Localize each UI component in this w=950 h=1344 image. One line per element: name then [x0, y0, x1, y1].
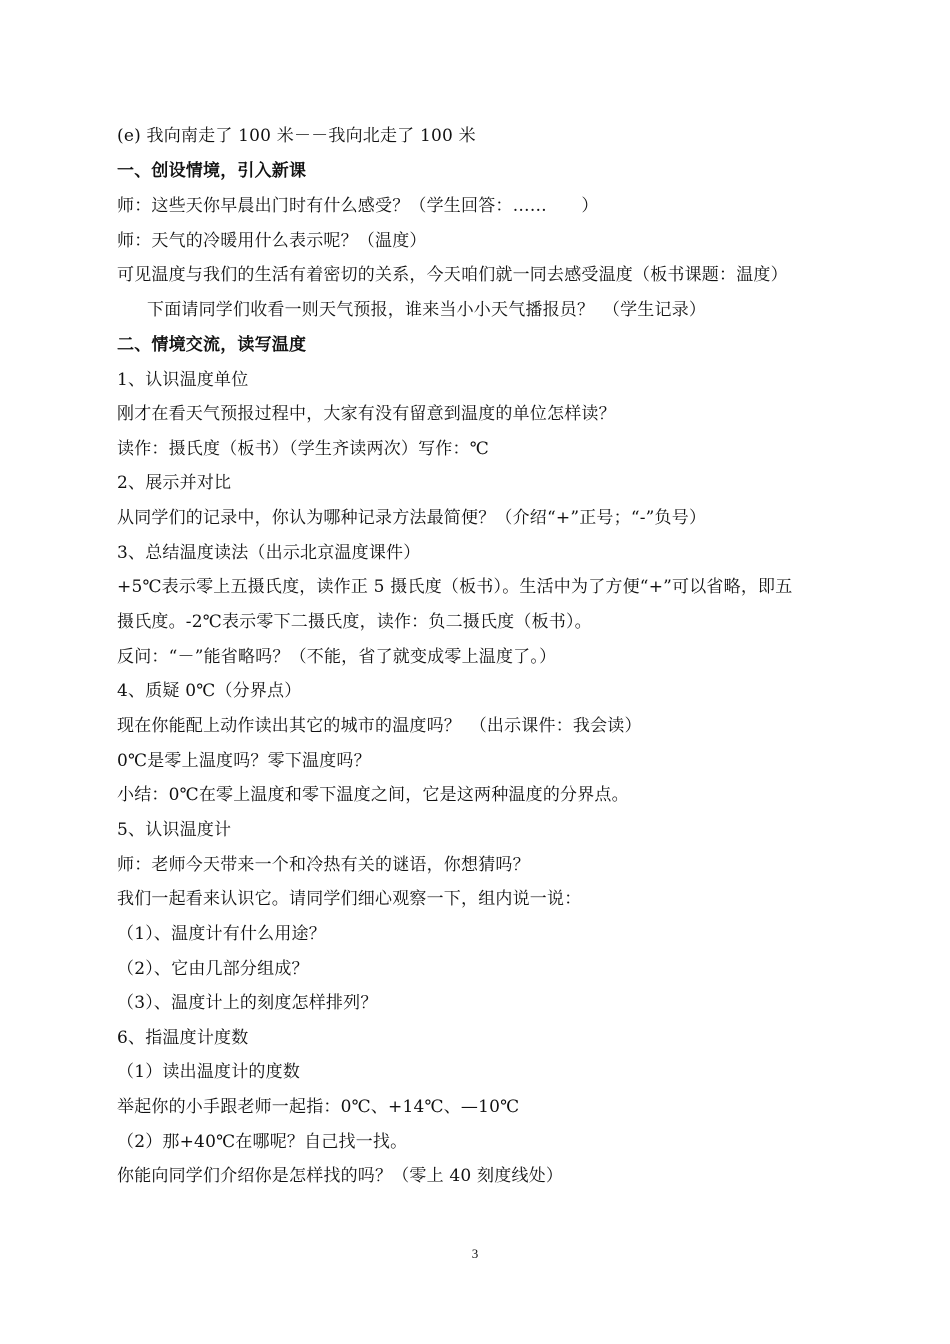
text-line: (e) 我向南走了 100 米－－我向北走了 100 米	[117, 126, 476, 146]
text-line: 6、指温度计度数	[117, 1028, 249, 1048]
text-line: 从同学们的记录中，你认为哪种记录方法最简便？（介绍“+”正号；“-”负号）	[117, 508, 707, 528]
text-line: 读作：摄氏度（板书）（学生齐读两次）写作：℃	[117, 439, 489, 459]
text-line: 我们一起看来认识它。请同学们细心观察一下，组内说一说：	[117, 889, 582, 909]
text-line: 下面请同学们收看一则天气预报，谁来当小小天气播报员？ （学生记录）	[147, 300, 707, 320]
text-line: 3、总结温度读法（出示北京温度课件）	[117, 543, 421, 563]
text-line: 摄氏度。-2℃表示零下二摄氏度，读作：负二摄氏度（板书）。	[117, 612, 592, 632]
text-line: 0℃是零上温度吗？零下温度吗？	[117, 751, 371, 771]
text-line: 你能向同学们介绍你是怎样找的吗？（零上 40 刻度线处）	[117, 1166, 564, 1186]
section-heading: 二、情境交流，读写温度	[117, 335, 307, 355]
text-line: 可见温度与我们的生活有着密切的关系，今天咱们就一同去感受温度（板书课题：温度）	[117, 265, 788, 285]
text-line: 师：老师今天带来一个和冷热有关的谜语，你想猜吗？	[117, 855, 530, 875]
page-number: 3	[471, 1246, 479, 1261]
text-line: +5℃表示零上五摄氏度，读作正 5 摄氏度（板书）。生活中为了方便“+”可以省略，即五	[117, 577, 793, 597]
text-line: 师：这些天你早晨出门时有什么感受？（学生回答：…… ）	[117, 196, 599, 216]
text-line: 刚才在看天气预报过程中，大家有没有留意到温度的单位怎样读？	[117, 404, 616, 424]
text-line: 现在你能配上动作读出其它的城市的温度吗？ （出示课件：我会读）	[117, 716, 642, 736]
text-line: （2）、它由几部分组成？	[117, 959, 309, 979]
text-line: 1、认识温度单位	[117, 370, 249, 390]
text-line: 反问：“－”能省略吗？（不能，省了就变成零上温度了。）	[117, 647, 557, 667]
text-line: （1）、温度计有什么用途？	[117, 924, 326, 944]
text-line: 师：天气的冷暖用什么表示呢？（温度）	[117, 231, 427, 251]
text-line: 4、质疑 0℃（分界点）	[117, 681, 302, 701]
text-line: （3）、温度计上的刻度怎样排列？	[117, 993, 378, 1013]
text-line: 举起你的小手跟老师一起指：0℃、+14℃、—10℃	[117, 1097, 520, 1117]
text-line: （1）读出温度计的度数	[117, 1062, 301, 1082]
text-line: 2、展示并对比	[117, 473, 232, 493]
section-heading: 一、创设情境，引入新课	[117, 161, 307, 181]
text-line: （2）那+40℃在哪呢？自己找一找。	[117, 1132, 408, 1152]
text-line: 5、认识温度计	[117, 820, 232, 840]
text-line: 小结：0℃在零上温度和零下温度之间，它是这两种温度的分界点。	[117, 785, 629, 805]
